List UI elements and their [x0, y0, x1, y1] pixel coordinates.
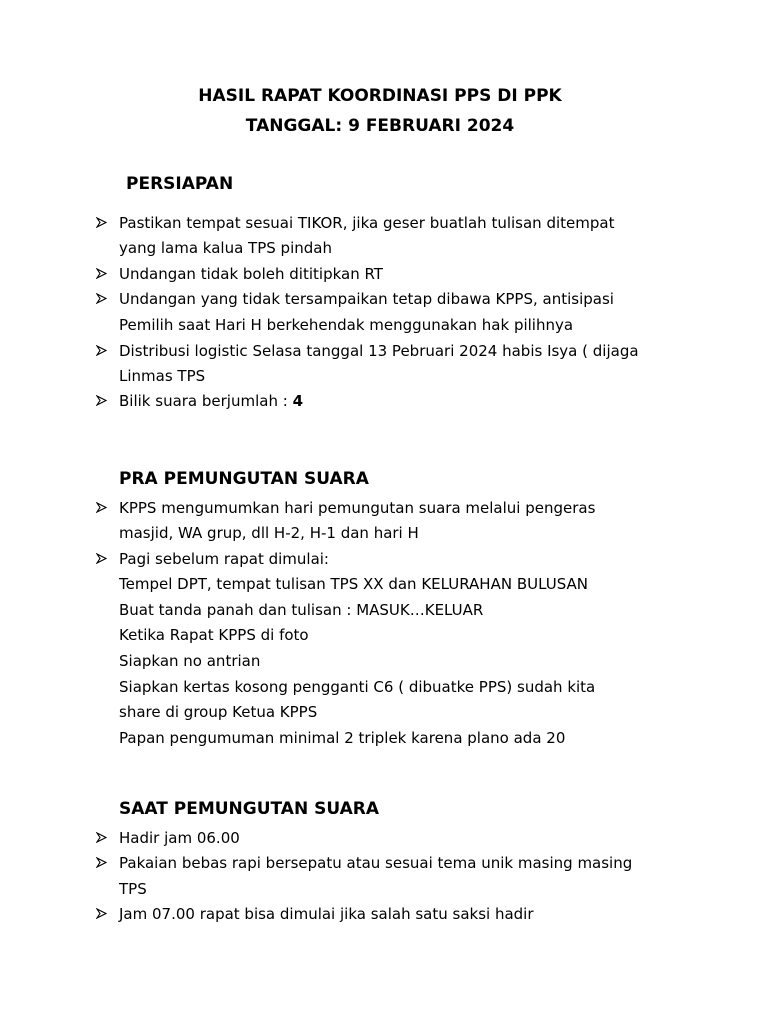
section-heading-pra-pemungutan: PRA PEMUNGUTAN SUARA [119, 469, 369, 489]
list-item-text: Pakaian bebas rapi bersepatu atau sesuai tema unik masing masing [119, 854, 633, 872]
list-item-continuation: share di group Ketua KPPS [119, 703, 318, 721]
document-date: TANGGAL: 9 FEBRUARI 2024 [245, 116, 515, 136]
list-item-continuation: TPS [119, 880, 147, 898]
arrow-bullet-icon [96, 828, 108, 848]
list-item-continuation: Ketika Rapat KPPS di foto [119, 626, 309, 644]
list-item-continuation: Pemilih saat Hari H berkehendak menggunakan hak pilihnya [119, 316, 574, 334]
list-item-continuation: Linmas TPS [119, 367, 206, 385]
list-item-text: Jam 07.00 rapat bisa dimulai jika salah satu saksi hadir [119, 905, 534, 923]
arrow-bullet-icon [96, 391, 108, 411]
list-item-text: Undangan yang tidak tersampaikan tetap dibawa KPPS, antisipasi [119, 290, 614, 308]
list-item-continuation: yang lama kalua TPS pindah [119, 239, 332, 257]
list-item-continuation: Tempel DPT, tempat tulisan TPS XX dan KELURAHAN BULUSAN [119, 575, 588, 593]
list-item-text: KPPS mengumumkan hari pemungutan suara melalui pengeras [119, 499, 596, 517]
arrow-bullet-icon [96, 498, 108, 518]
list-item-text: Pagi sebelum rapat dimulai: [119, 550, 329, 568]
list-item-text [119, 391, 303, 411]
list-item-text: Distribusi logistic Selasa tanggal 13 Pebruari 2024 habis Isya ( dijaga [119, 342, 639, 360]
list-item-continuation: Buat tanda panah dan tulisan : MASUK…KELUAR [119, 601, 484, 619]
list-item-continuation: Siapkan kertas kosong pengganti C6 ( dibuatke PPS) sudah kita [119, 678, 596, 696]
list-item-text: Hadir jam 06.00 [119, 829, 240, 847]
list-item-continuation: Papan pengumuman minimal 2 triplek karena plano ada 20 [119, 729, 566, 747]
arrow-bullet-icon [96, 904, 108, 924]
bilik-suara-label: Bilik suara berjumlah : [119, 392, 293, 410]
list-item-text: Pastikan tempat sesuai TIKOR, jika geser buatlah tulisan ditempat [119, 214, 615, 232]
arrow-bullet-icon [96, 289, 108, 309]
arrow-bullet-icon [96, 853, 108, 873]
arrow-bullet-icon [96, 549, 108, 569]
arrow-bullet-icon [96, 341, 108, 361]
arrow-bullet-icon [96, 264, 108, 284]
list-item-continuation: masjid, WA grup, dll H-2, H-1 dan hari H [119, 524, 419, 542]
bilik-suara-count: 4 [292, 392, 303, 410]
list-item-continuation: Siapkan no antrian [119, 652, 261, 670]
section-heading-saat-pemungutan: SAAT PEMUNGUTAN SUARA [119, 799, 380, 819]
section-heading-persiapan: PERSIAPAN [126, 174, 234, 194]
arrow-bullet-icon [96, 213, 108, 233]
document-title: HASIL RAPAT KOORDINASI PPS DI PPK [198, 86, 562, 106]
list-item-text: Undangan tidak boleh dititipkan RT [119, 265, 383, 283]
